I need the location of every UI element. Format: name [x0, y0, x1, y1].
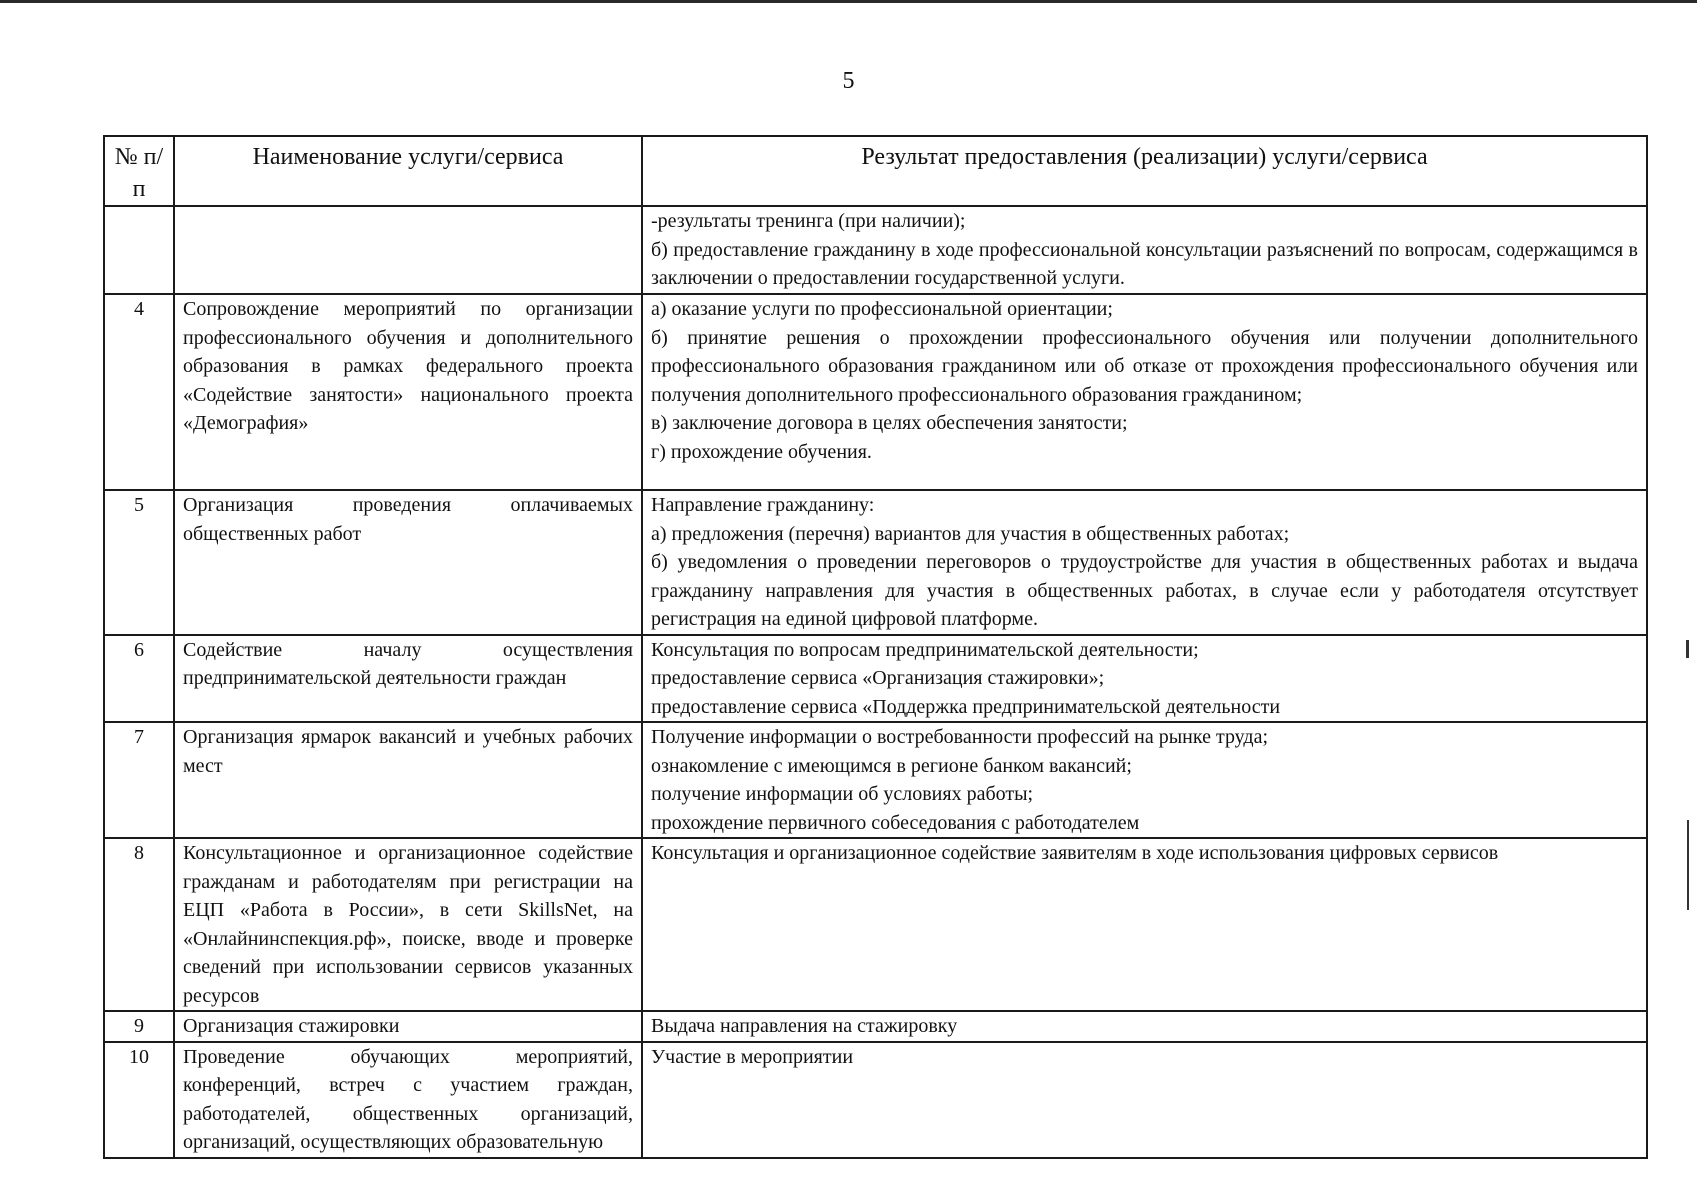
table-row	[104, 838, 1647, 1011]
row-number: 10	[104, 1042, 174, 1158]
service-result-text: Консультация по вопросам предпринимательской деятельности;	[651, 638, 1199, 661]
table-row	[104, 1011, 1647, 1042]
service-name	[174, 1042, 642, 1158]
service-name	[174, 838, 642, 1011]
row-number: 6	[104, 635, 174, 723]
service-name-text: Проведение обучающих мероприятий, конференций, встреч с участием граждан, работодателей, общественных организаций, организаций, осуществляющих образовательную	[183, 1045, 633, 1153]
scan-margin-mark	[1687, 820, 1689, 910]
service-name-text: Сопровождение мероприятий по организации профессионального обучения и дополнительного образования в рамках федерального проекта «Содействие занятости» национального проекта «Демография»	[183, 298, 633, 434]
service-result-text: в) заключение договора в целях обеспечения занятости;	[651, 412, 1128, 434]
service-result-text: -результаты тренинга (при наличии);	[651, 210, 966, 232]
service-name-text: Организация стажировки	[183, 1015, 400, 1037]
service-result-text: а) предложения (перечня) вариантов для участия в общественных работах;	[651, 522, 1290, 545]
row-number: 5	[104, 490, 174, 635]
service-result	[642, 635, 1647, 723]
service-result-text: Участие в мероприятии	[651, 1045, 854, 1068]
row-number: 8	[104, 838, 174, 1011]
scan-margin-mark	[1686, 640, 1689, 658]
service-result-text: б) уведомления о проведении переговоров о трудоустройстве для участия в общественных работах и выдача гражданину направления для участия в общественных работах, в случае если у работодателя отсутствует регистрация на единой цифровой платформе.	[651, 551, 1638, 630]
service-name-text: Содействие началу осуществления предпринимательской деятельности граждан	[183, 638, 633, 689]
row-number: 9	[104, 1011, 174, 1042]
service-result	[642, 838, 1647, 1011]
table-body	[104, 206, 1647, 1158]
scan-edge	[0, 0, 1697, 3]
table-row	[104, 490, 1647, 635]
service-name	[174, 294, 642, 490]
table-row	[104, 206, 1647, 294]
service-name	[174, 490, 642, 635]
service-result-text: ознакомление с имеющимся в регионе банком вакансий;	[651, 754, 1132, 777]
service-name	[174, 635, 642, 723]
service-result	[642, 722, 1647, 838]
service-result-text: Консультация и организационное содействие заявителям в ходе использования цифровых сервисов	[651, 842, 1499, 864]
service-result	[642, 1011, 1647, 1042]
service-result-text: Получение информации о востребованности профессий на рынке труда;	[651, 726, 1269, 748]
service-name	[174, 722, 642, 838]
service-result-text: б) принятие решения о прохождении профессионального обучения или получении дополнительного профессионального образования гражданином или об отказе от прохождения профессионального обучения или получения дополнительного профессионального образования гражданином;	[651, 326, 1638, 406]
row-number: 7	[104, 722, 174, 838]
header-result: Результат предоставления (реализации) услуги/сервиса	[642, 136, 1647, 206]
service-result	[642, 1042, 1647, 1158]
service-name	[174, 1011, 642, 1042]
service-result-text: прохождение первичного собеседования с работодателем	[651, 811, 1140, 834]
service-result-text: Выдача направления на стажировку	[651, 1015, 958, 1037]
service-result	[642, 294, 1647, 490]
service-name-text: Организация ярмарок вакансий и учебных рабочих мест	[183, 726, 633, 777]
row-number: 4	[104, 294, 174, 490]
page-number: 5	[842, 68, 855, 94]
table-header	[104, 136, 1647, 206]
header-row	[104, 136, 1647, 206]
row-number	[104, 206, 174, 294]
service-result-text: предоставление сервиса «Организация стажировки»;	[651, 667, 1105, 689]
service-name-text: Консультационное и организационное содействие гражданам и работодателям при регистрации на ЕЦП «Работа в России», в сети SkillsNet, на «Онлайнинспекция.рф», поиске, вводе и проверке сведений при использовании сервисов указанных ресурсов	[183, 842, 633, 1007]
service-name-text: Организация проведения оплачиваемых общественных работ	[183, 494, 633, 545]
service-result-text: предоставление сервиса «Поддержка предпринимательской деятельности	[651, 695, 1281, 718]
table-row	[104, 722, 1647, 838]
service-result-text: получение информации об условиях работы;	[651, 783, 1034, 805]
header-name: Наименование услуги/сервиса	[174, 136, 642, 206]
table-row	[104, 294, 1647, 490]
table-row	[104, 635, 1647, 723]
service-result	[642, 206, 1647, 294]
header-num: № п/п	[104, 136, 174, 206]
table-row	[104, 1042, 1647, 1158]
service-result-text: г) прохождение обучения.	[651, 440, 872, 463]
service-result	[642, 490, 1647, 635]
service-name	[174, 206, 642, 294]
service-result-text: б) предоставление гражданину в ходе профессиональной консультации разъяснений по вопросам, содержащимся в заключении о предоставлении государственной услуги.	[651, 238, 1638, 289]
service-result-text: Направление гражданину:	[651, 494, 875, 516]
services-table	[103, 135, 1648, 1159]
service-result-text: а) оказание услуги по профессиональной ориентации;	[651, 298, 1113, 320]
